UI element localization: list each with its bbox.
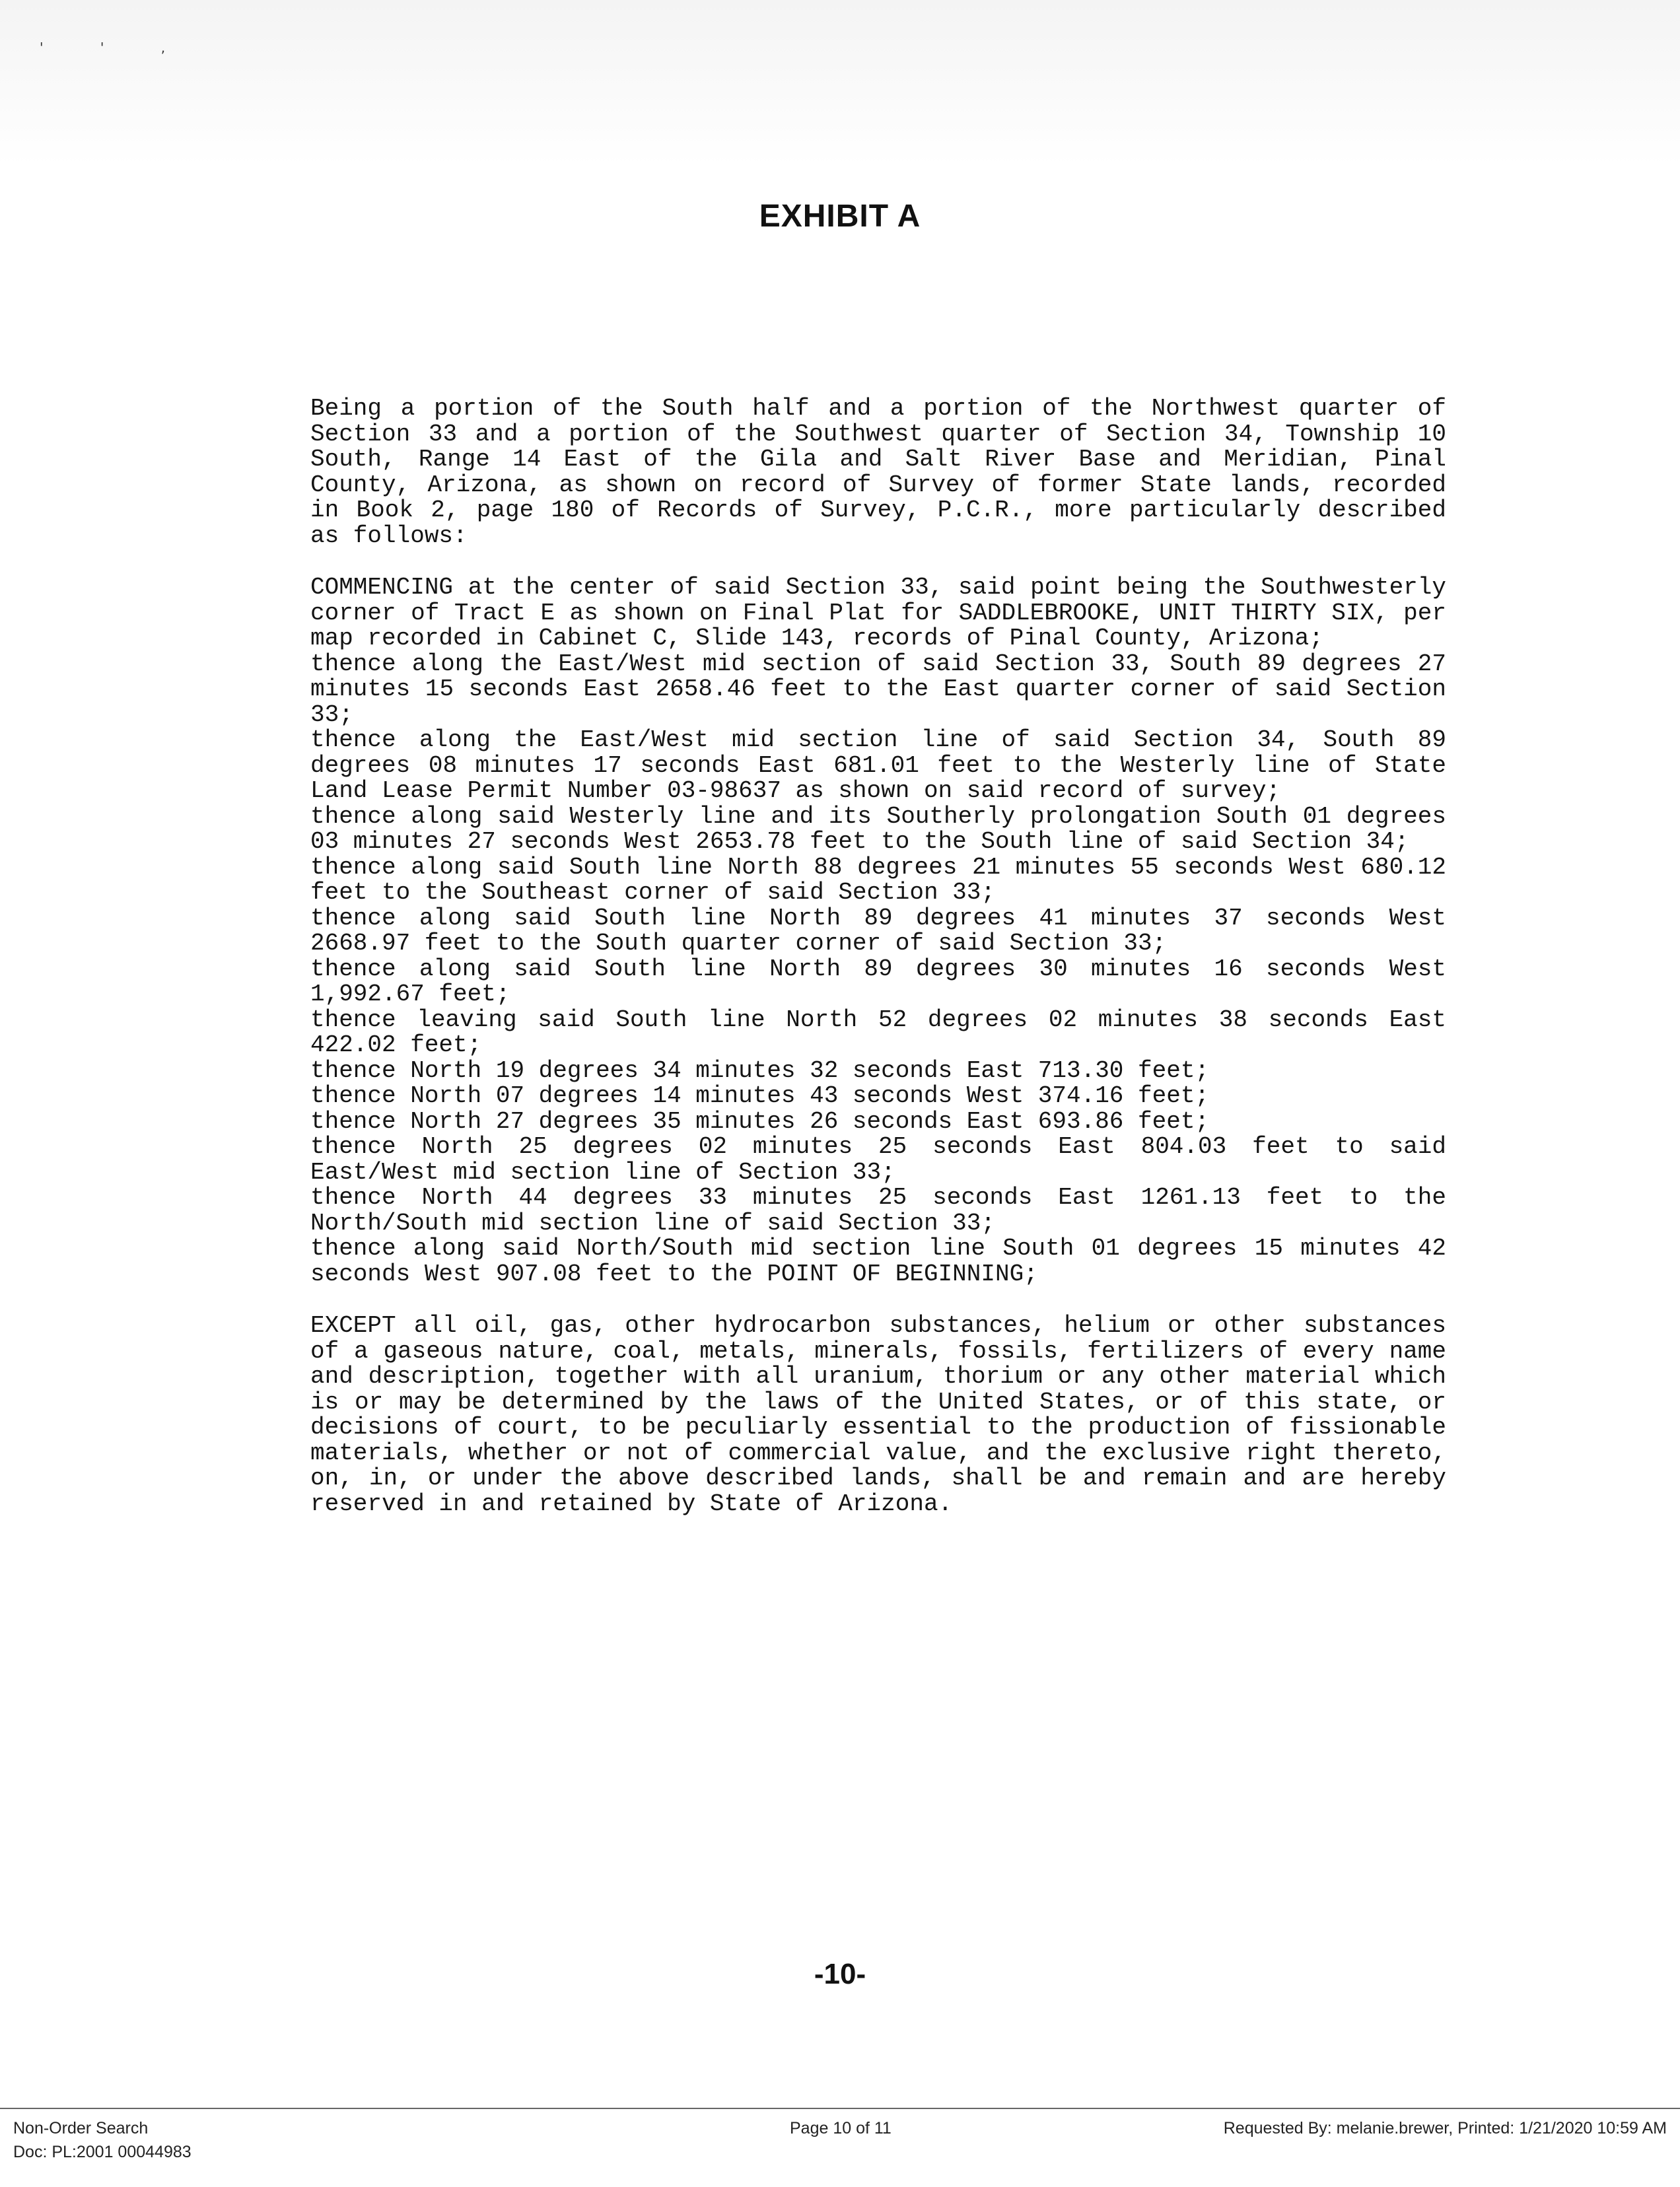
footer-page-info: Page 10 of 11: [790, 2119, 892, 2137]
legal-description: [310, 396, 1446, 1543]
course-line: thence along the East/West mid section of said Section 33, South 89 degrees 27 minutes 15 seconds East 2658.46 feet to the East quarter corner of said Section 33;: [310, 650, 1446, 728]
scan-specks: ' ' ,: [40, 40, 192, 55]
intro-paragraph: Being a portion of the South half and a portion of the Northwest quarter of Section 33 and a portion of the Southwest quarter of Section 34, Township 10 South, Range 14 East of the Gila and Salt River Base and Meridian, Pinal County, Arizona, as shown on record of Survey of former State lands, recorded in Book 2, page 180 of Records of Survey, P.C.R., more particularly described as follows:: [310, 395, 1446, 549]
course-line: COMMENCING at the center of said Section 33, said point being the Southwesterly corner of Tract E as shown on Final Plat for SADDLEBROOKE, UNIT THIRTY SIX, per map recorded in Cabinet C, Slide 143, records of Pinal County, Arizona;: [310, 574, 1446, 652]
scan-shading: [0, 0, 1680, 165]
course-line: thence along said North/South mid section line South 01 degrees 15 minutes 42 seconds West 907.08 feet to the POINT OF BEGINNING;: [310, 1235, 1446, 1288]
course-line: thence along said South line North 89 degrees 41 minutes 37 seconds West 2668.97 feet to the South quarter corner of said Section 33;: [310, 904, 1446, 957]
page-number: -10-: [814, 1958, 866, 1990]
course-line: thence along said South line North 88 degrees 21 minutes 55 seconds West 680.12 feet to the Southeast corner of said Section 33;: [310, 853, 1446, 906]
footer-divider: [0, 2108, 1680, 2109]
course-line: thence along said Westerly line and its Southerly prolongation South 01 degrees 03 minutes 27 seconds West 2653.78 feet to the South line of said Section 34;: [310, 802, 1446, 855]
search-type: Non-Order Search: [13, 2119, 149, 2137]
course-line: thence along said South line North 89 degrees 30 minutes 16 seconds West 1,992.67 feet;: [310, 955, 1446, 1008]
course-line: thence North 27 degrees 35 minutes 26 seconds East 693.86 feet;: [310, 1107, 1210, 1135]
course-line: thence along the East/West mid section line of said Section 34, South 89 degrees 08 minutes 17 seconds East 681.01 feet to the Westerly line of State Land Lease Permit Number 03-98637 as shown on said record of survey;: [310, 726, 1446, 804]
course-line: thence North 19 degrees 34 minutes 32 seconds East 713.30 feet;: [310, 1057, 1210, 1084]
course-line: thence North 07 degrees 14 minutes 43 seconds West 374.16 feet;: [310, 1082, 1210, 1109]
footer-left: [13, 2116, 192, 2164]
course-line: thence leaving said South line North 52 degrees 02 minutes 38 seconds East 422.02 feet;: [310, 1006, 1446, 1059]
doc-id: Doc: PL:2001 00044983: [13, 2143, 192, 2161]
course-line: thence North 25 degrees 02 minutes 25 seconds East 804.03 feet to said East/West mid section line of Section 33;: [310, 1133, 1446, 1186]
exception-paragraph: EXCEPT all oil, gas, other hydrocarbon substances, helium or other substances of a gaseous nature, coal, metals, minerals, fossils, fertilizers of every name and description, together with all uranium, thorium or any other material which is or may be determined by the laws of the United States, or of this state, or decisions of court, to be peculiarly essential to the production of fissionable materials, whether or not of commercial value, and the exclusive right thereto, on, in, or under the above described lands, shall be and remain and are hereby reserved in and retained by State of Arizona.: [310, 1312, 1446, 1517]
course-line: thence North 44 degrees 33 minutes 25 seconds East 1261.13 feet to the North/South mid section line of said Section 33;: [310, 1184, 1446, 1237]
page-title: EXHIBIT A: [759, 199, 921, 234]
course-list: [310, 575, 1446, 1287]
footer-requested-by: Requested By: melanie.brewer, Printed: 1/21/2020 10:59 AM: [1223, 2119, 1667, 2137]
